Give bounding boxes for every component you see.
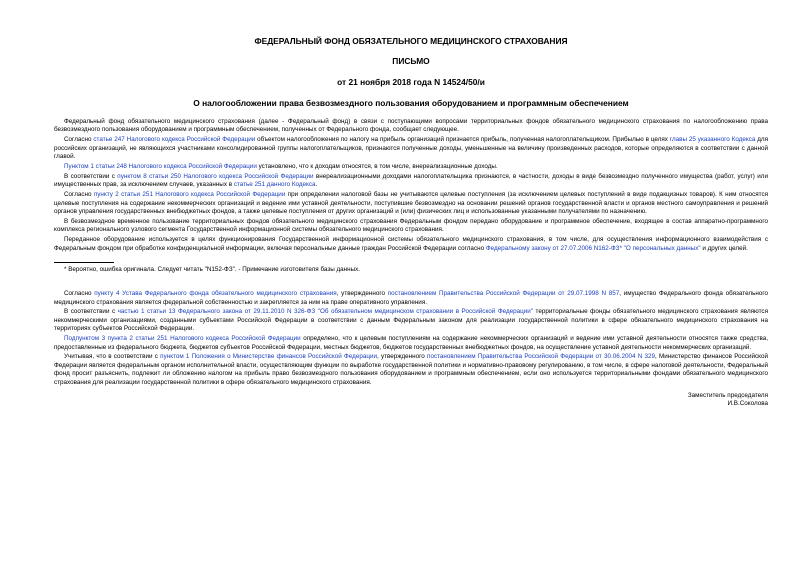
paragraph-article-248 [54,163,768,171]
text: . [315,181,318,189]
text: Согласно [64,136,94,144]
footnote: * Вероятно, ошибка оригинала. Следует читать "N152-ФЗ". - Примечание изготовителя базы данных. [64,266,361,274]
text: внереализационными доходами налогоплательщика признаются, в частности, доходы в виде безвозмездно полученного имущества (работ, услуг) или имущественных прав, за исключением случаев, указанных в [54,172,768,189]
text: установлено, что к доходам относятся, в том числе, внереализационные доходы. [256,163,498,171]
text: В соответствии с [64,172,118,180]
text: и других целей. [700,244,748,252]
link-law-personal-data[interactable]: Федеральному закону от 27.07.2006 N162-ФЗ* "О персональных данных" [485,244,701,252]
paragraph-article-247 [54,136,768,161]
footnote-divider [54,262,114,263]
paragraph-subpoint-3 [54,335,768,352]
text: , Министерство финансов Российской Федерации является федеральным органом исполнительной власти, осуществляющим функции по выработке государственной политики и нормативно-правовому регулированию, в том числе, в сфере налоговой деятельности, Федеральный фонд просит разъяснить, подлежит ли обложению налогом на прибыль право безвозмездного пользования оборудованием и программным обеспечением, если оно используется территориальными фондами обязательного медицинского страхования для реализации государственной политики в сфере обязательного медицинского страхования. [54,353,768,386]
link-charter-p4[interactable]: пункту 4 Устава Федерального фонда обязательного медицинского страхования [94,290,337,298]
text: Согласно [64,290,95,298]
text: , имущество Федерального фонда обязательного медицинского страхования является федеральной собственностью и закрепляется за ним на праве оперативного управления. [54,290,768,306]
link-chapter-25[interactable]: главы 25 указанного Кодекса [669,136,756,144]
document-subject: О налогообложении права безвозмездного пользования оборудованием и программным обеспечением [193,98,629,108]
document-body [54,36,768,409]
text: территориальные фонды обязательного медицинского страхования являются некоммерческими организациями, созданными субъектами Российской Федерации в соответствии с данным Федеральным законом для реализации государственной политики в сфере обязательного медицинского страхования на территориях субъектов Российской Федерации. [54,308,768,333]
text: Переданное оборудование используется в целях функционирования Государственной информационной системы обязательного медицинского страхования, в том числе, для осуществления информационного взаимодействия с Федеральным фондом при обработке конфиденциальной информации, включая персональные данные граждан Российской Федерации согласно [54,236,768,252]
text: Согласно [64,191,94,199]
signature-name: И.В.Соколова [727,400,768,408]
link-article-247[interactable]: статье 247 Налогового кодекса Российской Федерации [93,136,256,144]
text: для российских организаций, не являющихся участниками консолидированной группы налогоплательщиков, признаются полученные доходы, уменьшенные на величину произведенных расходов, которые определяются в соответствии с данной главой. [54,136,768,161]
document-type: ПИСЬМО [392,56,430,66]
text: при определении налоговой базы не учитываются целевые поступления (за исключением целевых поступлений в виде подакцизных товаров). К ним относятся целевые поступления на содержание некоммерческих организаций и ведение ими уставной деятельности, поступившие безвозмездно на основании решений органов государственной власти и органов местного самоуправления и решений органов управления государственных внебюджетных фондов, а также целевые поступления от других организаций и (или) физических лиц и использованные указанными получателями по назначению. [54,191,769,216]
document-date-number: от 21 ноября 2018 года N 14524/50/и [337,77,485,87]
organization-heading: ФЕДЕРАЛЬНЫЙ ФОНД ОБЯЗАТЕЛЬНОГО МЕДИЦИНСКОГО СТРАХОВАНИЯ [254,36,568,46]
paragraph-equipment-transfer: В безвозмездное временное пользование территориальных фондов обязательного медицинского страхования Федеральным фондом передано оборудование и программное обеспечение, входящее в состав аппаратно-программного комплекса регионального узлового сегмента Государственной информационной системы обязательного медицинского страхования. [54,217,768,234]
text: , утвержденного [376,353,428,361]
paragraph-equipment-use [54,236,768,253]
text: объектом налогообложения по налогу на прибыль организаций признается прибыль, полученная налогоплательщиком. Прибылью в целях [255,136,670,144]
text: , утвержденного [336,290,388,298]
paragraph-law-326 [54,308,768,333]
paragraph-article-251-p2 [54,191,768,216]
text: В соответствии с [64,308,118,316]
link-article-250[interactable]: пунктом 8 статьи 250 Налогового кодекса Российской Федерации [117,172,314,180]
link-minfin-regulation[interactable]: пунктом 1 Положения о Министерстве финансов Российской Федерации [160,353,377,361]
signature-position: Заместитель председателя [687,392,768,400]
link-article-248[interactable]: Пунктом 1 статьи 248 Налогового кодекса Российской Федерации [64,163,257,171]
paragraph-intro: Федеральный фонд обязательного медицинского страхования (далее - Федеральный фонд) в связи с поступающими вопросами территориальных фондов обязательного медицинского страхования по налогообложению права безвозмездного пользования оборудованием и программным обеспечением, полученных от Федерального фонда, сообщает следующее. [54,118,768,134]
text: определено, что к целевым поступлениям на содержание некоммерческих организаций и ведение ими уставной деятельности относятся также средства, предоставленные из федерального бюджета, бюджетов субъектов Российской Федерации, местных бюджетов, бюджетов государственных внебюджетных фондов, на осуществление уставной деятельности некоммерческих организаций. [54,335,769,351]
link-resolution-857[interactable]: постановлением Правительства Российской Федерации от 29.07.1998 N 857 [387,290,620,298]
link-law-326[interactable]: частью 1 статьи 13 Федерального закона от 29.11.2010 N 326-ФЗ "Об обязательном медицинском страховании в Российской Федерации" [117,308,534,316]
link-resolution-329[interactable]: постановлением Правительства Российской Федерации от 30.06.2004 N 329 [427,353,656,361]
paragraph-request [54,353,768,387]
link-subpoint-3-article-251[interactable]: Подпунктом 3 пункта 2 статьи 251 Налогового кодекса Российской Федерации [64,335,301,343]
paragraph-charter [54,290,768,307]
paragraph-article-250 [54,173,768,190]
signature-block [54,392,768,409]
text: Учитывая, что в соответствии с [64,353,161,361]
link-article-251[interactable]: статье 251 данного Кодекса [233,181,316,189]
link-article-251-p2[interactable]: пункту 2 статьи 251 Налогового кодекса Российской Федерации [93,191,286,199]
